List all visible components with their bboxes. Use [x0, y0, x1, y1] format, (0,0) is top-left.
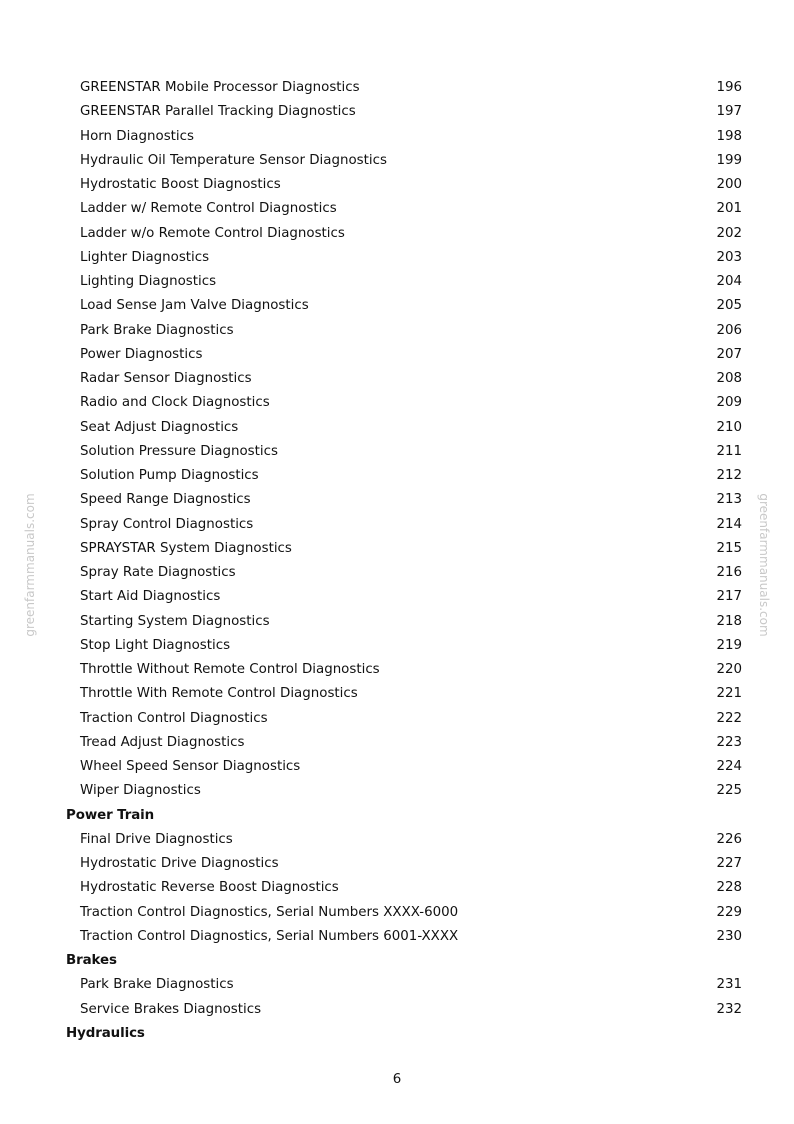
toc-entry-label: Spray Rate Diagnostics [80, 565, 236, 580]
toc-entry-label: Tread Adjust Diagnostics [80, 734, 245, 750]
toc-entry-page-number: 217 [716, 589, 742, 605]
toc-entry-label: Service Brakes Diagnostics [80, 1001, 262, 1017]
toc-entry-label: Radio and Clock Diagnostics [80, 395, 270, 411]
toc-entry[interactable] [0, 391, 794, 415]
toc-entry-page-number: 199 [716, 152, 742, 168]
watermark-right-text: greenfarmmanuals.com [757, 493, 771, 637]
watermark-left-text: greenfarmmanuals.com [23, 493, 37, 637]
toc-entry[interactable] [0, 76, 794, 100]
toc-entry-page-number: 215 [716, 540, 742, 556]
toc-entry-page-number: 218 [716, 613, 742, 629]
toc-entry-page-number: 197 [716, 104, 742, 120]
toc-entry[interactable] [0, 270, 794, 294]
toc-entry-label: GREENSTAR Parallel Tracking Diagnostics [80, 104, 356, 120]
toc-section-label: Power Train [66, 807, 155, 823]
toc-entry-page-number: 203 [716, 249, 742, 265]
toc-entry[interactable] [0, 779, 794, 803]
toc-entry[interactable] [0, 173, 794, 197]
toc-entry-label: SPRAYSTAR System Diagnostics [80, 540, 292, 556]
toc-entry[interactable] [0, 901, 794, 925]
toc-entry-label: Throttle Without Remote Control Diagnostics [80, 662, 380, 677]
toc-entry-page-number: 220 [716, 662, 742, 677]
toc-entry-page-number: 198 [716, 128, 742, 144]
toc-entry-label: Solution Pump Diagnostics [80, 468, 259, 483]
toc-entry-label: Starting System Diagnostics [80, 613, 270, 629]
toc-entry-label: Wiper Diagnostics [80, 783, 201, 799]
toc-entry[interactable] [0, 125, 794, 149]
toc-entry-page-number: 226 [716, 831, 742, 847]
toc-entry[interactable] [0, 707, 794, 731]
toc-entry-label: Ladder w/ Remote Control Diagnostics [80, 201, 337, 217]
toc-entry-label: Hydraulic Oil Temperature Sensor Diagnostics [80, 152, 387, 168]
toc-entry-page-number: 207 [716, 346, 742, 362]
toc-entry[interactable] [0, 828, 794, 852]
toc-entry-label: Hydrostatic Boost Diagnostics [80, 177, 281, 192]
toc-entry-page-number: 205 [716, 298, 742, 314]
toc-entry-page-number: 209 [716, 395, 742, 411]
toc-entry-page-number: 211 [716, 443, 742, 459]
toc-entry[interactable] [0, 440, 794, 464]
toc-entry-label: Park Brake Diagnostics [80, 322, 234, 338]
toc-section-heading [0, 1022, 794, 1046]
toc-entry-label: Hydrostatic Drive Diagnostics [80, 856, 279, 871]
table-of-contents [0, 76, 794, 1046]
toc-section-label: Brakes [66, 953, 117, 968]
toc-entry[interactable] [0, 343, 794, 367]
toc-entry-page-number: 204 [716, 274, 742, 289]
toc-entry[interactable] [0, 634, 794, 658]
toc-entry[interactable] [0, 658, 794, 682]
toc-entry-label: Traction Control Diagnostics, Serial Numbers XXXX-6000 [80, 904, 459, 920]
toc-entry[interactable] [0, 852, 794, 876]
toc-entry[interactable] [0, 513, 794, 537]
toc-entry-page-number: 221 [716, 686, 742, 702]
toc-entry-page-number: 201 [716, 201, 742, 217]
toc-entry-label: Solution Pressure Diagnostics [80, 443, 278, 459]
toc-entry-label: Radar Sensor Diagnostics [80, 371, 252, 386]
page-number: 6 [392, 1072, 402, 1087]
toc-entry-page-number: 206 [716, 322, 742, 338]
toc-entry[interactable] [0, 222, 794, 246]
toc-entry-page-number: 208 [716, 371, 742, 386]
toc-entry[interactable] [0, 925, 794, 949]
toc-entry-label: Seat Adjust Diagnostics [80, 419, 239, 435]
toc-entry-page-number: 200 [716, 177, 742, 192]
toc-entry[interactable] [0, 416, 794, 440]
toc-entry-label: Throttle With Remote Control Diagnostics [80, 686, 358, 702]
toc-entry-page-number: 228 [716, 880, 742, 896]
toc-entry-label: Lighter Diagnostics [80, 249, 210, 265]
toc-section-heading [0, 949, 794, 973]
toc-entry[interactable] [0, 100, 794, 124]
toc-entry-page-number: 219 [716, 637, 742, 653]
toc-entry[interactable] [0, 973, 794, 997]
toc-entry-label: Lighting Diagnostics [80, 274, 217, 289]
toc-entry[interactable] [0, 537, 794, 561]
toc-entry-label: Load Sense Jam Valve Diagnostics [80, 298, 309, 314]
toc-entry[interactable] [0, 585, 794, 609]
toc-entry-page-number: 232 [716, 1001, 742, 1017]
toc-entry[interactable] [0, 319, 794, 343]
toc-entry-label: Ladder w/o Remote Control Diagnostics [80, 225, 345, 241]
toc-entry-label: Wheel Speed Sensor Diagnostics [80, 759, 301, 774]
toc-entry-label: GREENSTAR Mobile Processor Diagnostics [80, 80, 360, 95]
toc-entry-page-number: 202 [716, 225, 742, 241]
toc-entry-page-number: 212 [716, 468, 742, 483]
toc-entry-label: Stop Light Diagnostics [80, 637, 231, 653]
toc-entry[interactable] [0, 367, 794, 391]
toc-entry-page-number: 214 [716, 516, 742, 532]
toc-entry-page-number: 216 [716, 565, 742, 580]
toc-entry[interactable] [0, 682, 794, 706]
toc-entry-page-number: 224 [716, 759, 742, 774]
toc-entry-page-number: 213 [716, 492, 742, 508]
toc-entry-label: Spray Control Diagnostics [80, 516, 254, 532]
toc-entry[interactable] [0, 197, 794, 221]
toc-entry-page-number: 210 [716, 419, 742, 435]
toc-entry[interactable] [0, 149, 794, 173]
toc-entry-label: Power Diagnostics [80, 346, 203, 362]
toc-entry[interactable] [0, 876, 794, 900]
toc-entry-page-number: 227 [716, 856, 742, 871]
toc-entry-page-number: 225 [716, 783, 742, 799]
toc-entry-page-number: 229 [716, 904, 742, 920]
toc-entry[interactable] [0, 246, 794, 270]
toc-entry-label: Start Aid Diagnostics [80, 589, 221, 605]
toc-entry[interactable] [0, 731, 794, 755]
toc-entry-label: Traction Control Diagnostics [80, 710, 268, 726]
toc-entry[interactable] [0, 998, 794, 1022]
toc-entry[interactable] [0, 610, 794, 634]
toc-entry-label: Traction Control Diagnostics, Serial Numbers 6001-XXXX [80, 928, 459, 944]
toc-entry-label: Horn Diagnostics [80, 128, 194, 144]
toc-section-label: Hydraulics [66, 1025, 145, 1041]
toc-entry-label: Speed Range Diagnostics [80, 492, 251, 508]
toc-entry[interactable] [0, 561, 794, 585]
toc-entry-label: Final Drive Diagnostics [80, 831, 233, 847]
toc-entry-label: Park Brake Diagnostics [80, 977, 234, 993]
toc-entry[interactable] [0, 755, 794, 779]
toc-entry-page-number: 230 [716, 928, 742, 944]
toc-entry-page-number: 223 [716, 734, 742, 750]
toc-entry[interactable] [0, 464, 794, 488]
toc-entry-page-number: 196 [716, 80, 742, 95]
toc-entry-label: Hydrostatic Reverse Boost Diagnostics [80, 880, 339, 896]
toc-entry-page-number: 231 [716, 977, 742, 993]
toc-entry[interactable] [0, 294, 794, 318]
toc-entry-page-number: 222 [716, 710, 742, 726]
toc-entry[interactable] [0, 488, 794, 512]
toc-section-heading [0, 804, 794, 828]
